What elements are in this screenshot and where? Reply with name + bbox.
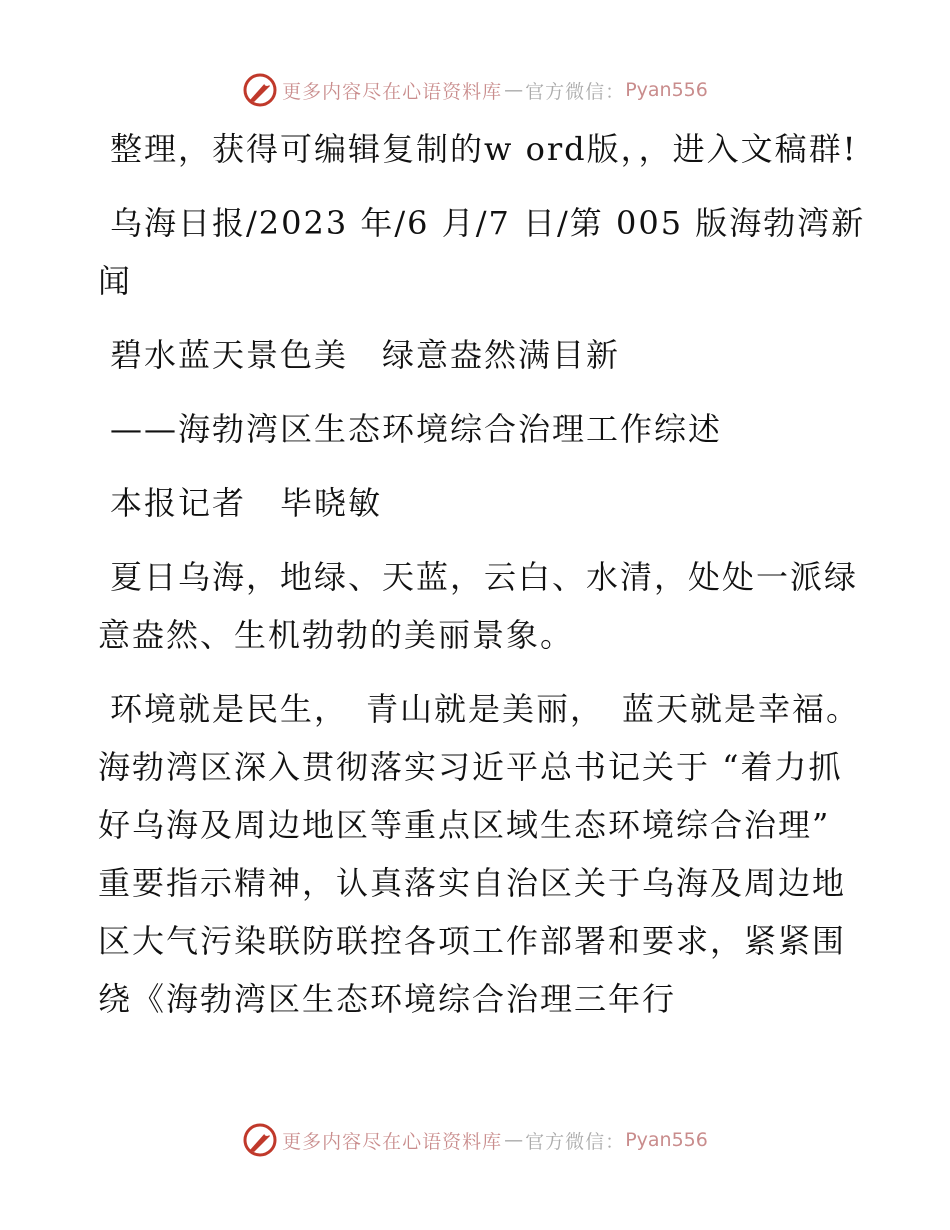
watermark-site-text: 更多内容尽在心语资料库 (282, 80, 503, 103)
watermark-separator: — (504, 79, 524, 101)
paragraph: 整理，获得可编辑复制的w ord版，，进入文稿群! (110, 130, 858, 168)
headline: 碧水蓝天景色美 绿意盎然满目新 (110, 336, 621, 374)
paragraph: 乌海日报/2023 年/6 月/7 日/第 005 版海勃湾新闻 (98, 204, 866, 300)
watermark-wechat-label: 官方微信： (525, 80, 626, 103)
watermark-site-text: 更多内容尽在心语资料库 (282, 1130, 503, 1153)
subheadline: ——海勃湾区生态环境综合治理工作综述 (110, 410, 723, 448)
header-watermark (0, 70, 950, 110)
watermark-wechat-id: Pyan556 (625, 1129, 708, 1151)
pen-logo-icon (242, 72, 278, 108)
byline: 本报记者 毕晓敏 (110, 484, 383, 522)
watermark-separator: — (504, 1129, 524, 1151)
document-body (98, 120, 868, 1044)
pen-logo-icon (242, 1122, 278, 1158)
paragraph: 环境就是民生， 青山就是美丽， 蓝天就是幸福。 海勃湾区深入贯彻落实习近平总书记关于 “着力抓好乌海及周边地区等重点区域生态环境综合治理” 重要指示精神，认真落实自治区关于乌海及周边地区大气污染联防联控各项工作部署和要求，紧紧围绕《海勃湾区生态环境综合治理三年行 (98, 690, 861, 1018)
watermark-wechat-id: Pyan556 (625, 79, 708, 101)
watermark-wechat-label: 官方微信： (525, 1130, 626, 1153)
footer-watermark (0, 1120, 950, 1160)
paragraph: 夏日乌海，地绿、天蓝，云白、水清，处处一派绿意盎然、生机勃勃的美丽景象。 (98, 558, 859, 654)
